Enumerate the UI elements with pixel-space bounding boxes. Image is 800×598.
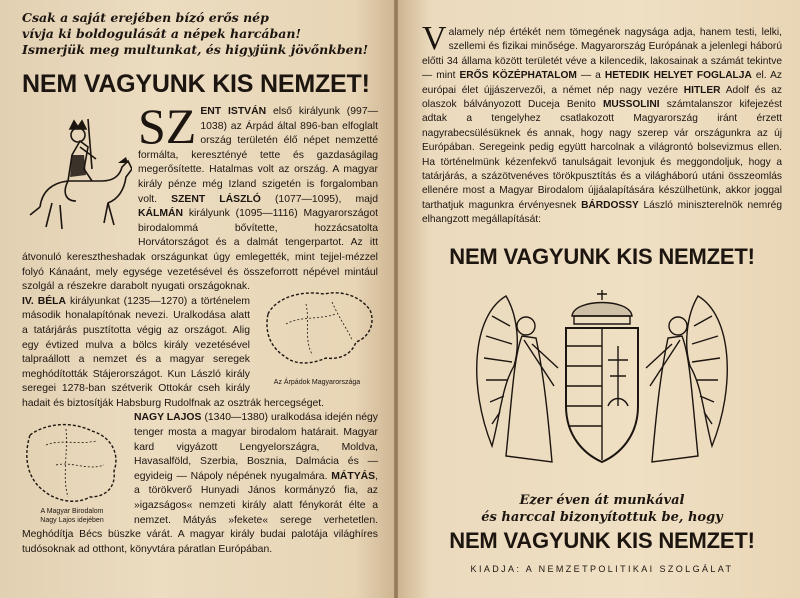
motto-line-2: vívja ki boldogulását a népek harcában! xyxy=(22,26,301,41)
nagy-lajos-empire-map xyxy=(16,415,128,527)
emphasis-hetedik-hely: HETEDIK HELYET FOGLALJA xyxy=(604,70,752,82)
left-article xyxy=(22,98,378,557)
text-chunk: alamely nép értékét nem tömegének nagysága adja, hanem testi, lelki, szellemi és fizikai minősége. Magyarország Európának a jelenlegi háború előtti 34 állama között területét véve a kilencedik, lakosainak a számát tekintve — mint xyxy=(422,27,782,82)
left-headline: NEM VAGYUNK KIS NEMZET! xyxy=(22,70,370,98)
dropcap-sz: SZ xyxy=(138,98,197,154)
motto-line-3: Ismerjük meg multunkat, és higyjünk jövőnkben! xyxy=(22,42,369,57)
closing-line-2: és harccal bizonyítottuk be, hogy xyxy=(481,509,723,525)
right-intro-paragraph xyxy=(422,20,782,228)
right-headline: NEM VAGYUNK KIS NEMZET! xyxy=(449,243,755,269)
left-page xyxy=(0,0,394,598)
text-chunk: , a törökverő Hunyadi János kormányzó fia, az »igazságos« nemzeti király alatt fénykorát élte a nemzet. Mátyás »fekete« serege verhetetlen. Meghódítja Bécs büszke várát. A magyar király budai palotája világhíres tudósoknak ad otthont, könyvtára páratlan Európában. xyxy=(22,470,378,555)
name-kalman: KÁLMÁN xyxy=(138,208,184,220)
text-chunk: királyunkat (1235—1270) a történelem második honalapítónak nevezi. Uralkodása alatt a tatárjárás pusztította végig az országot. Alig egy évtized mulva a bölcs király vezetésével talpraállott a nemzet és a magyar seregek meghódították Stájerországot. Kun László király seregei 1278-ban szétverik Ottokár cseh király hadait és biztosítják Habsburg Rudolfnak az osztrák hercegséget. xyxy=(22,295,325,409)
text-chunk: László miniszterelnök nemrég elhangzott megállapítását: xyxy=(422,199,782,226)
emphasis-bardossy: BÁRDOSSY xyxy=(581,199,639,211)
text-chunk: királyunk (1095—1116) Magyarországot birodalommá bővítette, hozzácsatolta Horvátországot és a dalmát tengerpartot. Az itt átvonuló keresztheshadak országunkat úgy emlegették, mint tejjel-mézzel folyó Kánaánt, mely egysége vezetésével és összeforrott népével mintául szolgál a részekre darabolt nyugati országoknak. xyxy=(22,208,378,293)
name-nagy-lajos: NAGY LAJOS xyxy=(134,412,202,424)
angels-coat-of-arms-illustration xyxy=(462,276,742,482)
name-szent-laszlo: SZENT LÁSZLÓ xyxy=(171,193,261,205)
dropcap-v: V xyxy=(422,20,447,57)
arpad-hungary-map xyxy=(256,284,378,392)
text-chunk: első királyunk (997—1038) az Árpád által 896-ban elfoglalt ország területén élő népet nemzetté formálta, keresztényé tette és gazdaságilag megerősítette. Hatalmas volt az ország. A magyar király pénze még Izland szigetén is forgalomban volt. xyxy=(138,106,378,205)
right-page xyxy=(398,0,800,598)
text-chunk: számtalanszor kifejezést adtak a tengelyhez csatlakozott Magyarország iránt érzett nagyrabecsülésüknek és annak, hogy nagy szerep vár országunkra az új Európában. Seregeink pedig együtt harcolnak a világrontó bolsevizmus ellen. Ha történelmünk kézenfekvő tanulságait levonjuk és meggondoljuk, hogy a tatárjárás, a százötvenéves törökpusztítás és a világháború utáni összeomlás ellenére most a Magyar Birodalom újjáalapítására készülhetünk, akkor joggal tarthatjuk magunkra érvényesnek xyxy=(422,99,782,211)
emphasis-hitler: HITLER xyxy=(683,84,721,96)
emphasis-mussolini: MUSSOLINI xyxy=(602,99,660,111)
closing-line-1: Ezer éven át munkával xyxy=(519,492,685,508)
text-chunk: (1340—1380) uralkodása idején négy tenger mosta a magyar birodalom határait. Magyar kard vigyázott Lengyelországra, Moldva, Havasalföld, Szerbia, Bosznia, Dalmácia és — egyideig — Nápoly népének nyugalmára. xyxy=(134,412,378,482)
name-iv-bela: IV. BÉLA xyxy=(22,295,67,307)
text-chunk: — a xyxy=(580,70,601,82)
name-matyas: MÁTYÁS xyxy=(331,470,376,482)
text-chunk: el. Az európai élet újjászervezői, a német nép nagy vezére xyxy=(422,70,782,96)
name-szent-istvan: ENT ISTVÁN xyxy=(200,106,267,117)
right-headline-2: NEM VAGYUNK KIS NEMZET! xyxy=(449,527,755,553)
map2-caption-1: A Magyar Birodalom xyxy=(40,508,104,516)
map1-caption: Az Árpádok Magyarországa xyxy=(273,379,361,387)
publisher-line: KIADJA: A NEMZETPOLITIKAI SZOLGÁLAT xyxy=(470,563,734,574)
article-paragraph-2 xyxy=(22,411,378,557)
text-chunk: (1077—1095), majd xyxy=(274,193,378,205)
motto-line-1: Csak a saját erejében bízó erős nép xyxy=(22,10,269,25)
map2-caption-2: Nagy Lajos idejében xyxy=(40,517,104,525)
emphasis-eros-kozephatalom: ERŐS KÖZÉPHATALOM xyxy=(459,70,577,82)
text-chunk: Adolf és az olaszok bálványozott Duceja Benito xyxy=(422,84,782,111)
mounted-king-illustration xyxy=(22,111,132,237)
